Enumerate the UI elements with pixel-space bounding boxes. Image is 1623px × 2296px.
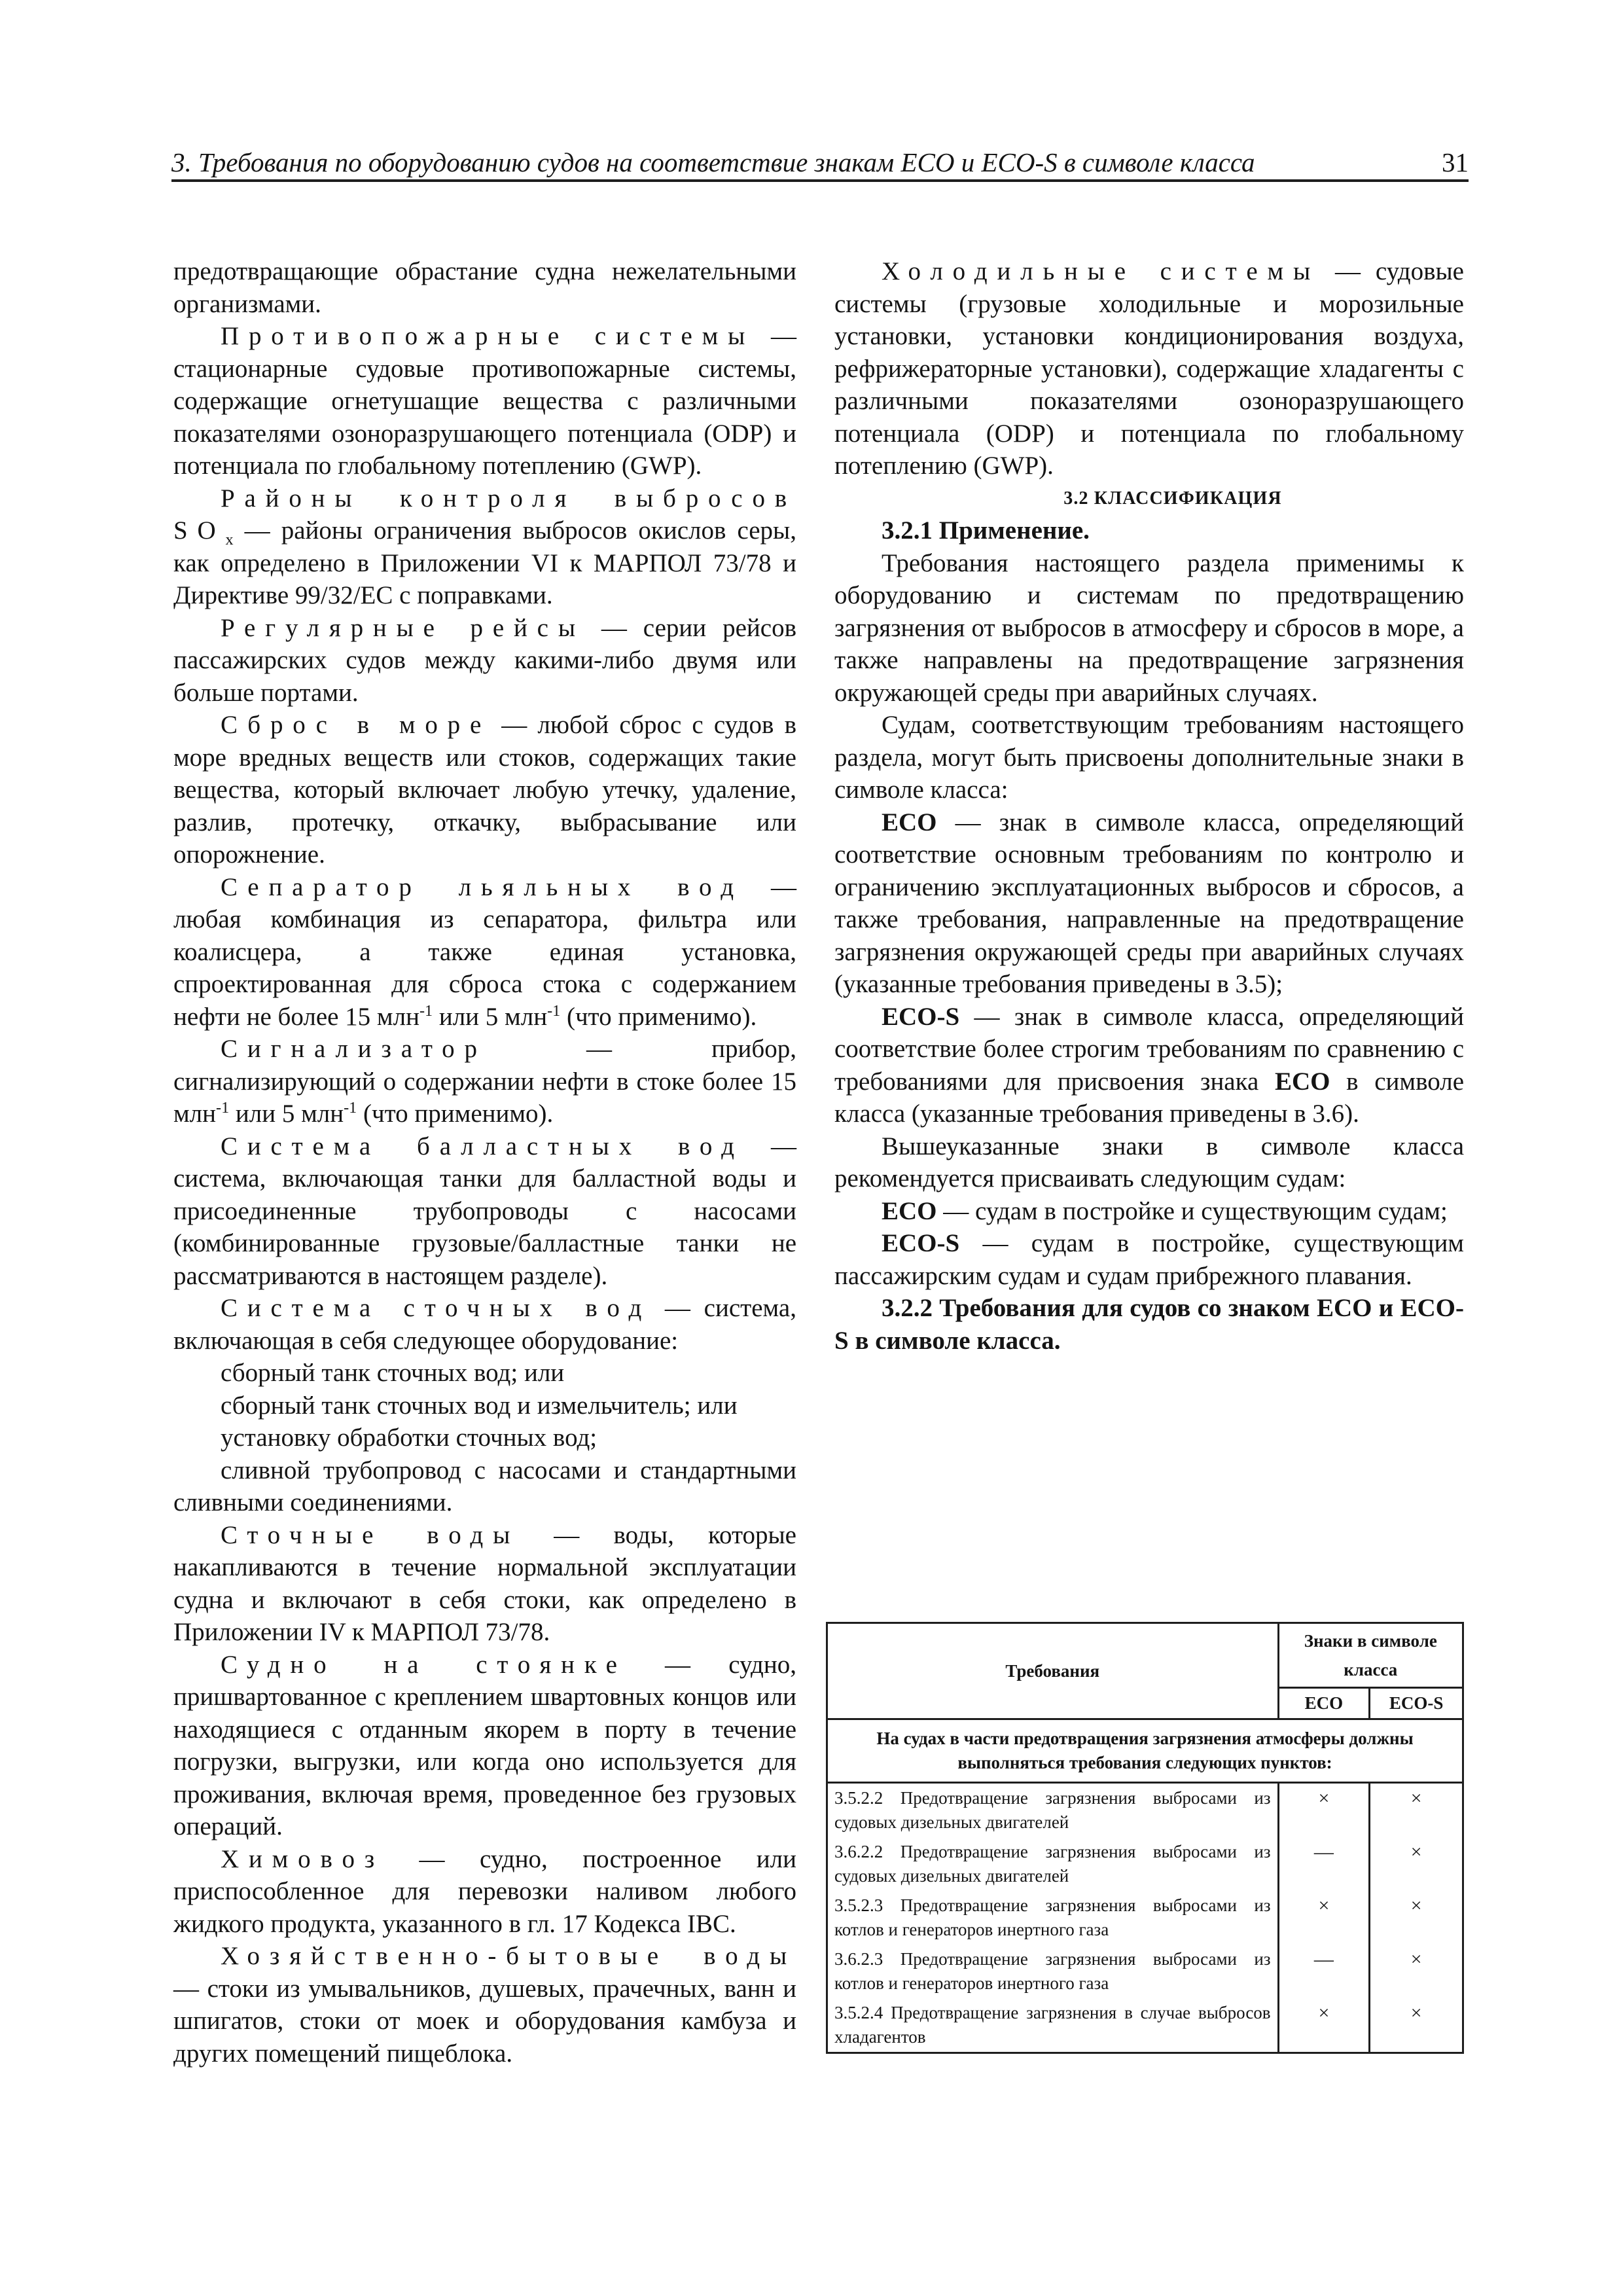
definition-chemical-tanker bbox=[173, 1843, 796, 1941]
page-number: 31 bbox=[1442, 147, 1469, 177]
eco-mark-cell: × bbox=[1278, 1998, 1370, 2053]
header-requirements: Требования bbox=[827, 1623, 1279, 1719]
definition-text: — судовые системы (грузовые холодильные и морозильные установки, установки кондиционирования воздуха, рефрижераторные установки), содержащие хладагенты с различными показателями озоноразрушающего потенциала (ODP) и потенциала по глобальному потеплению (GWP). bbox=[834, 257, 1464, 480]
definition-text: или 5 млн bbox=[229, 1100, 344, 1128]
paragraph: Требования настоящего раздела применимы к оборудованию и системам по предотвращению загрязнения от выбросов в атмосферу и сбросов в море, а также направлены на предотвращение загрязнения окружающей среды при аварийных случаях. bbox=[834, 548, 1464, 707]
definition-grey-water bbox=[173, 1940, 796, 2070]
ecos-mark-cell: × bbox=[1370, 1998, 1463, 2053]
header-marks: Знаки в символе класса bbox=[1278, 1623, 1463, 1688]
mark-label: ECO bbox=[882, 1196, 937, 1225]
table-header-row bbox=[827, 1623, 1463, 1688]
mark-eco-definition bbox=[834, 806, 1464, 1001]
list-item: установку обработки сточных вод; bbox=[221, 1424, 597, 1452]
subsection-heading: 3.2.1 Применение. bbox=[882, 516, 1090, 545]
term: Судно на стоянке bbox=[221, 1650, 627, 1679]
mark-label: ECO-S bbox=[882, 1229, 960, 1257]
table-row bbox=[827, 1998, 1463, 2053]
term: Хозяйственно-бытовые воды bbox=[221, 1942, 796, 1970]
definition-fire-systems bbox=[173, 320, 796, 482]
paragraph: предотвращающие обрастание судна нежелательными организмами. bbox=[173, 257, 796, 318]
definition-ballast-system bbox=[173, 1130, 796, 1293]
superscript: -1 bbox=[216, 1099, 230, 1117]
definition-text: — судно, построенное или приспособленное для перевозки наливом любого жидкого продукта, указанного в гл. 17 Кодекса IBC. bbox=[173, 1844, 796, 1938]
table-row bbox=[827, 1891, 1463, 1945]
requirement-cell: 3.5.2.2 Предотвращение загрязнения выбросами из судовых дизельных двигателей bbox=[827, 1783, 1279, 1838]
paragraph: Вышеуказанные знаки в символе класса рекомендуется присваивать следующим судам: bbox=[834, 1132, 1464, 1193]
superscript: -1 bbox=[419, 1001, 433, 1020]
definition-text: (что применимо). bbox=[357, 1100, 554, 1128]
definition-text: — прибор, сигнализирующий о содержании нефти в стоке более 15 млн bbox=[173, 1035, 796, 1128]
definition-sox-areas bbox=[173, 482, 796, 612]
ecos-mark-cell: × bbox=[1370, 1783, 1463, 1838]
ecos-mark-cell: × bbox=[1370, 1945, 1463, 1998]
definition-text: или 5 млн bbox=[433, 1002, 548, 1031]
definition-text: — система, включающая в себя следующее оборудование: bbox=[173, 1294, 796, 1355]
mark-ecos-definition bbox=[834, 1001, 1464, 1130]
superscript: -1 bbox=[547, 1001, 561, 1020]
eco-mark-cell: — bbox=[1278, 1837, 1370, 1891]
definition-text: — знак в символе класса, определяющий соответствие основным требованиям по контролю и ограничению эксплуатационных выбросов и сбросов, а также требования, направленные на предотвращение загрязнения окружающей среды при аварийных случаях (указанные требования приведены в 3.5); bbox=[834, 808, 1464, 998]
requirement-cell: 3.6.2.2 Предотвращение загрязнения выбросами из судовых дизельных двигателей bbox=[827, 1837, 1279, 1891]
term: Система сточных вод bbox=[221, 1294, 652, 1322]
left-column bbox=[173, 255, 796, 2070]
definition-sewage-system bbox=[173, 1292, 796, 1357]
term: Холодильные системы bbox=[882, 257, 1321, 285]
definition-text: в символе класса (указанные требования приведены в 3.6). bbox=[834, 1067, 1465, 1128]
definition-text: — любой сброс с судов в море вредных веществ или стоков, содержащих такие вещества, который включает любую утечку, удаление, разлив, протечку, откачку, выбрасывание или опорожнение. bbox=[173, 711, 797, 869]
term: Химовоз bbox=[221, 1844, 385, 1873]
definition-text: (что применимо). bbox=[560, 1002, 757, 1031]
list-item: сборный танк сточных вод; или bbox=[221, 1359, 565, 1387]
table-row bbox=[827, 1783, 1463, 1838]
term: Сигнализатор bbox=[221, 1035, 487, 1063]
superscript: -1 bbox=[344, 1099, 357, 1117]
definition-text: — серии рейсов пассажирских судов между какими-либо двумя или больше портами. bbox=[173, 613, 796, 707]
header-ecos: ECO-S bbox=[1370, 1688, 1463, 1719]
definition-discharge bbox=[173, 709, 796, 871]
definition-text: — система, включающая танки для балластной воды и присоединенные трубопроводы с насосами (комбинированные грузовые/балластные танки не рассматриваются в настоящем разделе). bbox=[173, 1132, 796, 1290]
definition-text: — знак в символе класса, определяющий соответствие более строгим требованиям по сравнению с требованиями для присвоения знака bbox=[834, 1002, 1464, 1096]
definition-text: — стоки из умывальников, душевых, прачечных, ванн и шпигатов, стоки от моек и оборудования камбуза и других помещений пищеблока. bbox=[173, 1974, 796, 2068]
eco-mark-cell: — bbox=[1278, 1945, 1370, 1998]
paragraph: Судам, соответствующим требованиям настоящего раздела, могут быть присвоены дополнительные знаки в символе класса: bbox=[834, 711, 1464, 804]
definition-refrigeration-systems bbox=[834, 255, 1464, 482]
table-group-row bbox=[827, 1719, 1463, 1783]
mark-label: ECO bbox=[1274, 1067, 1330, 1096]
definition-text: — воды, которые накапливаются в течение нормальной эксплуатации судна и включают в себя стоки, как определено в Приложении IV к МАРПОЛ 73/78. bbox=[173, 1520, 796, 1646]
mark-eco-recommendation bbox=[834, 1195, 1464, 1228]
definition-text: — судам в постройке, существующим пассажирским судам и судам прибрежного плавания. bbox=[834, 1229, 1464, 1290]
term: Противопожарные системы bbox=[221, 322, 755, 350]
header-title: 3. Требования по оборудованию судов на соответствие знакам ECO и ECO-S в символе класса bbox=[171, 147, 1255, 177]
section-heading: 3.2 КЛАССИФИКАЦИЯ bbox=[1063, 488, 1282, 509]
subsection-heading: 3.2.2 Требования для судов со знаком ECO и ECO-S в символе класса. bbox=[834, 1294, 1464, 1355]
term: Районы контроля выбросов SO bbox=[173, 484, 796, 545]
requirements-table bbox=[826, 1622, 1464, 2054]
definition-alarm bbox=[173, 1033, 796, 1130]
ecos-mark-cell: × bbox=[1370, 1891, 1463, 1945]
requirement-cell: 3.5.2.4 Предотвращение загрязнения в случае выбросов хладагентов bbox=[827, 1998, 1279, 2053]
list-item: сливной трубопровод с насосами и стандартными сливными соединениями. bbox=[173, 1456, 796, 1516]
table-row bbox=[827, 1837, 1463, 1891]
requirement-cell: 3.6.2.3 Предотвращение загрязнения выбросами из котлов и генераторов инертного газа bbox=[827, 1945, 1279, 1998]
requirement-cell: 3.5.2.3 Предотвращение загрязнения выбросами из котлов и генераторов инертного газа bbox=[827, 1891, 1279, 1945]
definition-bilge-separator bbox=[173, 871, 796, 1033]
header-rule bbox=[171, 179, 1469, 182]
ecos-mark-cell: × bbox=[1370, 1837, 1463, 1891]
definition-text: — районы ограничения выбросов окислов серы, как определено в Приложении VI к МАРПОЛ 73/78 и Директиве 99/32/ЕС с поправками. bbox=[173, 516, 796, 609]
group-caption: На судах в части предотвращения загрязнения атмосферы должны выполняться требования следующих пунктов: bbox=[827, 1719, 1463, 1783]
term: Сепаратор льяльных вод bbox=[221, 872, 743, 901]
mark-label: ECO bbox=[882, 808, 937, 836]
term: Регулярные рейсы bbox=[221, 613, 585, 642]
definition-sewage bbox=[173, 1519, 796, 1649]
term: Сточные воды bbox=[221, 1520, 520, 1549]
running-header bbox=[171, 143, 1469, 182]
definition-text: — стационарные судовые противопожарные системы, содержащие огнетушащие вещества с различными показателями озоноразрушающего потенциала (ODP) и потенциала по глобальному потеплению (GWP). bbox=[173, 322, 796, 480]
definition-regular-voyages bbox=[173, 612, 796, 709]
definition-text: — любая комбинация из сепаратора, фильтра или коалисцера, а также единая установка, спроектированная для сброса стока с содержанием нефти не более 15 млн bbox=[173, 872, 796, 1031]
table-row bbox=[827, 1945, 1463, 1998]
term: Система балластных вод bbox=[221, 1132, 744, 1160]
mark-ecos-recommendation bbox=[834, 1227, 1464, 1292]
term: Сброс в море bbox=[221, 711, 491, 739]
list-item: сборный танк сточных вод и измельчитель; или bbox=[221, 1391, 738, 1420]
mark-label: ECO-S bbox=[882, 1002, 960, 1031]
definition-text: — судам в постройке и существующим судам; bbox=[936, 1196, 1448, 1225]
eco-mark-cell: × bbox=[1278, 1783, 1370, 1838]
eco-mark-cell: × bbox=[1278, 1891, 1370, 1945]
header-eco: ECO bbox=[1278, 1688, 1370, 1719]
subscript: x bbox=[225, 530, 234, 548]
definition-ship-at-berth bbox=[173, 1649, 796, 1843]
definition-text: — судно, пришвартованное с креплением швартовных концов или находящиеся с отданным якорем в порту в течение погрузки, выгрузки, или когда оно используется для проживания, включая время, проведенное без грузовых операций. bbox=[173, 1650, 796, 1840]
right-column bbox=[834, 255, 1464, 1357]
